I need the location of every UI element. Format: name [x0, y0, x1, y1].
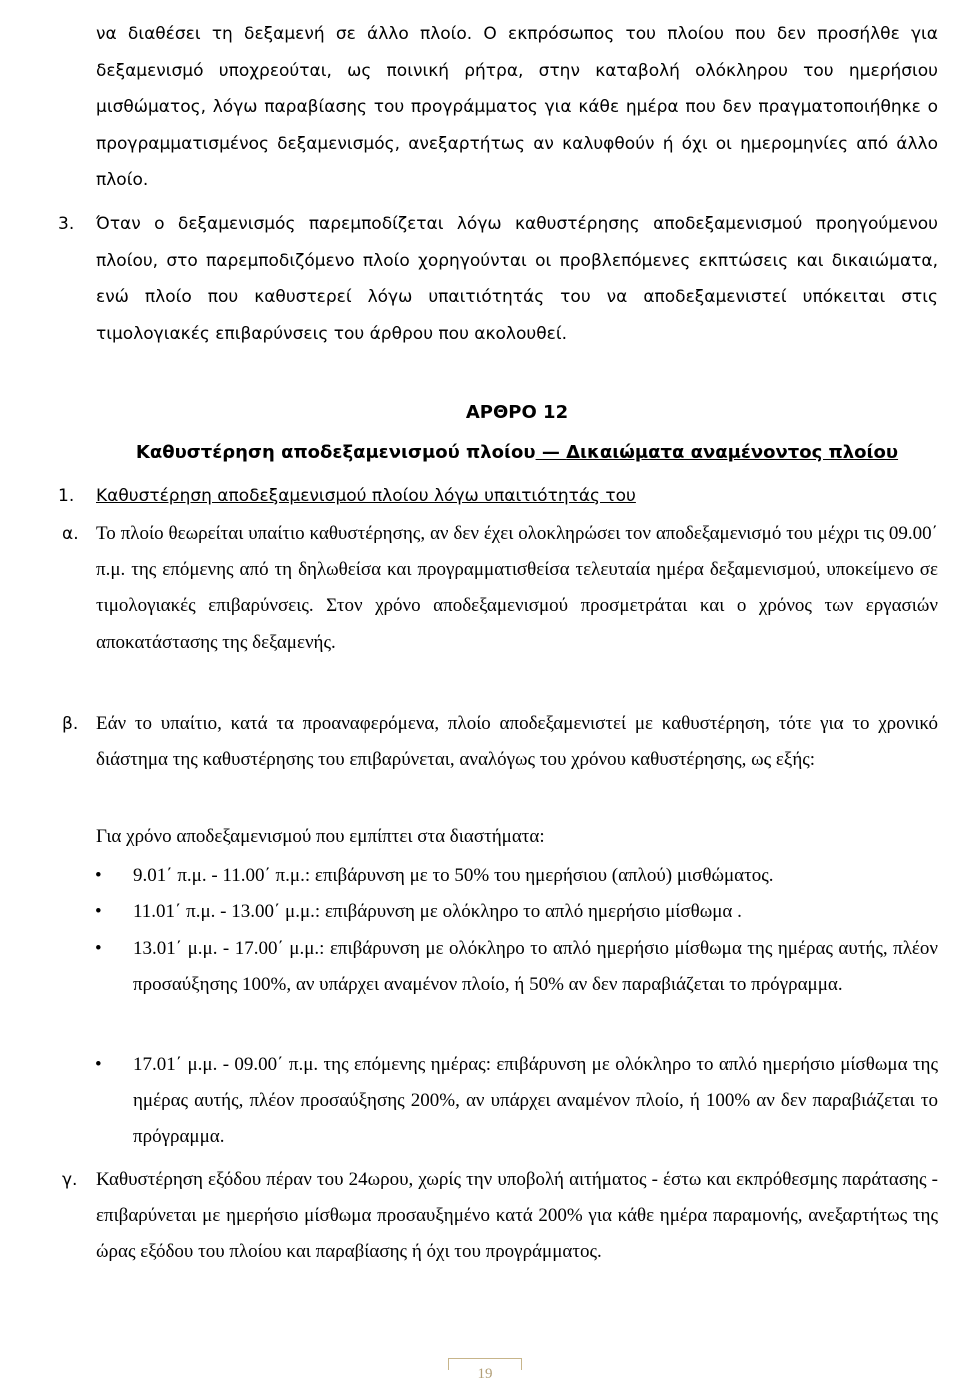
sub-item-g-text: Καθυστέρηση εξόδου πέραν του 24ωρου, χωρίς την υποβολή αιτήματος - έστω και εκπρόθεσμης παράτασης - επιβαρύνεται με ημερήσιο μίσθωμα προσαυξημένο κατά 200% για κάθε ημέρα παραμονής, ανεξαρτήτως της ώρας εξόδου του πλοίου και παραβίασης ή όχι του προγράμματος.: [96, 1169, 938, 1263]
bullet-icon: •: [95, 865, 102, 886]
bullet-item: [95, 894, 938, 930]
bullet-text: 13.01΄ μ.μ. - 17.00΄ μ.μ.: επιβάρυνση με ολόκληρο το απλό ημερήσιο μίσθωμα της ημέρας αυτής, πλέον προσαύξησης 100%, αν υπάρχει αναμένον πλοίο, ή 50% αν δεν παραβιάζεται το πρόγραμμα.: [133, 938, 938, 996]
article-subtitle-part1: Καθυστέρηση αποδεξαμενισμού πλοίου: [135, 442, 536, 463]
sub-item-b: [62, 706, 938, 778]
sub-item-a: [62, 516, 938, 661]
paragraph-3: [58, 206, 938, 352]
bullet-text: 17.01΄ μ.μ. - 09.00΄ π.μ. της επόμενης ημέρας: επιβάρυνση με ολόκληρο το απλό ημερήσιο μίσθωμα της ημέρας αυτής, πλέον προσαύξησης 200%, αν υπάρχει αναμένον πλοίο, ή 100% αν δεν παραβιάζεται το πρόγραμμα.: [133, 1054, 938, 1148]
bullet-icon: •: [95, 901, 102, 922]
sub-item-g-label: γ.: [62, 1170, 78, 1190]
sub-item-b-text: Εάν το υπαίτιο, κατά τα προαναφερόμενα, πλοίο αποδεξαμενιστεί με καθυστέρηση, τότε για το χρονικό διάστημα της καθυστέρησης του επιβαρύνεται, αναλόγως του χρόνου καθυστέρησης, ως εξής:: [96, 713, 938, 771]
article-subtitle-part2: Δικαιώματα αναμένοντος πλοίου: [566, 442, 899, 463]
item-1-number: 1.: [58, 486, 75, 506]
article-subtitle: [96, 442, 938, 463]
sub-item-a-label: α.: [62, 524, 79, 544]
page-number: 19: [448, 1358, 522, 1388]
item-1: [58, 482, 636, 510]
article-subtitle-dash: —: [535, 442, 567, 463]
sub-item-b-label: β.: [62, 714, 79, 734]
bullet-icon: •: [95, 1054, 102, 1075]
article-title: ΑΡΘΡΟ 12: [465, 402, 569, 423]
paragraph-3-text: Όταν ο δεξαμενισμός παρεμποδίζεται λόγω καθυστέρησης αποδεξαμενισμού προηγούμενου πλοίου, στο παρεμποδιζόμενο πλοίο χορηγούνται οι προβλεπόμενες εκπτώσεις και δικαιώματα, ενώ πλοίο που καθυστερεί λόγω υπαιτιότητάς του να αποδεξαμενιστεί υπόκειται στις τιμολογιακές επιβαρύνσεις του άρθρου που ακολουθεί.: [96, 214, 938, 344]
sub-item-a-text: Το πλοίο θεωρείται υπαίτιο καθυστέρησης, αν δεν έχει ολοκληρώσει τον αποδεξαμενισμό του μέχρι τις 09.00΄ π.μ. της επόμενης από τη δηλωθείσα και προγραμματισθείσα τελευταία ημέρα δεξαμενισμού, υποκείμενο σε τιμολογιακές επιβαρύνσεις. Στον χρόνο αποδεξαμενισμού προσμετράται και ο χρόνος των εργασιών αποκατάστασης της δεξαμενής.: [96, 523, 938, 653]
bullet-text: 11.01΄ π.μ. - 13.00΄ μ.μ.: επιβάρυνση με ολόκληρο το απλό ημερήσιο μίσθωμα .: [133, 901, 742, 922]
paragraph-3-number: 3.: [58, 214, 75, 234]
bullet-text: 9.01΄ π.μ. - 11.00΄ π.μ.: επιβάρυνση με το 50% του ημερήσιου (απλού) μισθώματος.: [133, 865, 774, 886]
bullet-item: [95, 931, 938, 1003]
bullet-item: [95, 858, 938, 894]
paragraph-top: να διαθέσει τη δεξαμενή σε άλλο πλοίο. Ο εκπρόσωπος του πλοίου που δεν προσήλθε για δεξαμενισμό υποχρεούται, ως ποινική ρήτρα, στην καταβολή ολόκληρου του ημερήσιου μισθώματος, λόγω παραβίασης του προγράμματος για κάθε ημέρα που δεν πραγματοποιήθηκε ο προγραμματισμένος δεξαμενισμός, ανεξαρτήτως αν καλυφθούν ή όχι οι ημερομηνίες από άλλο πλοίο.: [96, 24, 938, 190]
sub-item-b-intro: Για χρόνο αποδεξαμενισμού που εμπίπτει στα διαστήματα:: [96, 826, 545, 847]
sub-item-g: [62, 1162, 938, 1271]
bullet-icon: •: [95, 938, 102, 959]
item-1-text: Καθυστέρηση αποδεξαμενισμού πλοίου λόγω υπαιτιότητάς του: [96, 486, 636, 506]
bullet-item: [95, 1047, 938, 1156]
